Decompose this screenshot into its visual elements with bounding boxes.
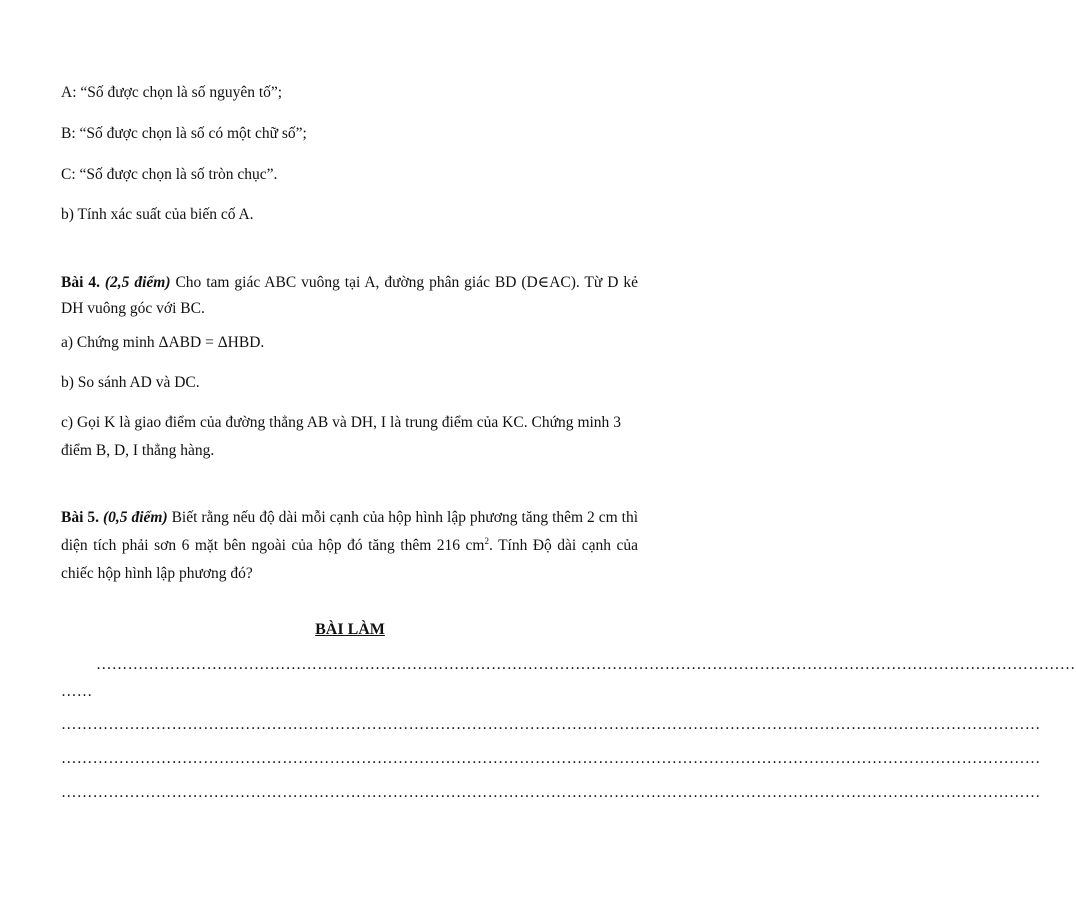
bai5-line3: chiếc hộp hình lập phương đó? (61, 565, 253, 582)
bai4-points: (2,5 điểm) (104, 274, 171, 291)
bai5-points: (0,5 điểm) (102, 509, 168, 526)
bai5-line1 (61, 509, 638, 527)
bai5-text2-pre: diện tích phải sơn 6 mặt bên ngoài của hộp đó tăng thêm 216 cm (61, 537, 485, 554)
answer-heading: BÀI LÀM (315, 621, 385, 638)
bai4-text1: Cho tam giác ABC vuông tại A, đường phân giác BD (D∈AC). Từ D kẻ (175, 274, 638, 291)
answer-line-3[interactable]: …………………………………………………………………………………………………………………………………………………………………… (61, 750, 1041, 767)
answer-line-2[interactable]: …………………………………………………………………………………………………………………………………………………………………… (61, 716, 1041, 733)
event-b: B: “Số được chọn là số có một chữ số”; (61, 125, 307, 142)
bai4-part-a: a) Chứng minh ΔABD = ΔHBD. (61, 334, 265, 351)
event-a: A: “Số được chọn là số nguyên tố”; (61, 84, 283, 101)
bai4-part-b: b) So sánh AD và DC. (61, 374, 200, 391)
bai4-line2: DH vuông góc với BC. (61, 300, 205, 317)
bai5-label: Bài 5. (61, 509, 99, 526)
bai4-part-c-line2: điểm B, D, I thẳng hàng. (61, 442, 215, 459)
answer-line-1[interactable]: …………………………………………………………………………………………………………………………………………………………………… (96, 656, 1076, 673)
bai5-superscript: 2 (484, 536, 489, 546)
answer-line-4[interactable]: …………………………………………………………………………………………………………………………………………………………………… (61, 784, 1041, 801)
bai5-text2-post: . Tính Độ dài cạnh của (488, 537, 638, 554)
bai4-label: Bài 4. (61, 274, 100, 291)
bai4-part-c-line1: c) Gọi K là giao điểm của đường thẳng AB và DH, I là trung điểm của KC. Chứng minh 3 (61, 414, 621, 431)
bai5-line2 (61, 537, 638, 555)
question-part-b: b) Tính xác suất của biến cố A. (61, 206, 254, 223)
bai5-text1: Biết rằng nếu độ dài mỗi cạnh của hộp hình lập phương tăng thêm 2 cm thì (171, 509, 639, 526)
bai4-line1 (61, 273, 638, 292)
event-c: C: “Số được chọn là số tròn chục”. (61, 166, 278, 183)
answer-line-1-tail[interactable]: …… (61, 683, 93, 700)
